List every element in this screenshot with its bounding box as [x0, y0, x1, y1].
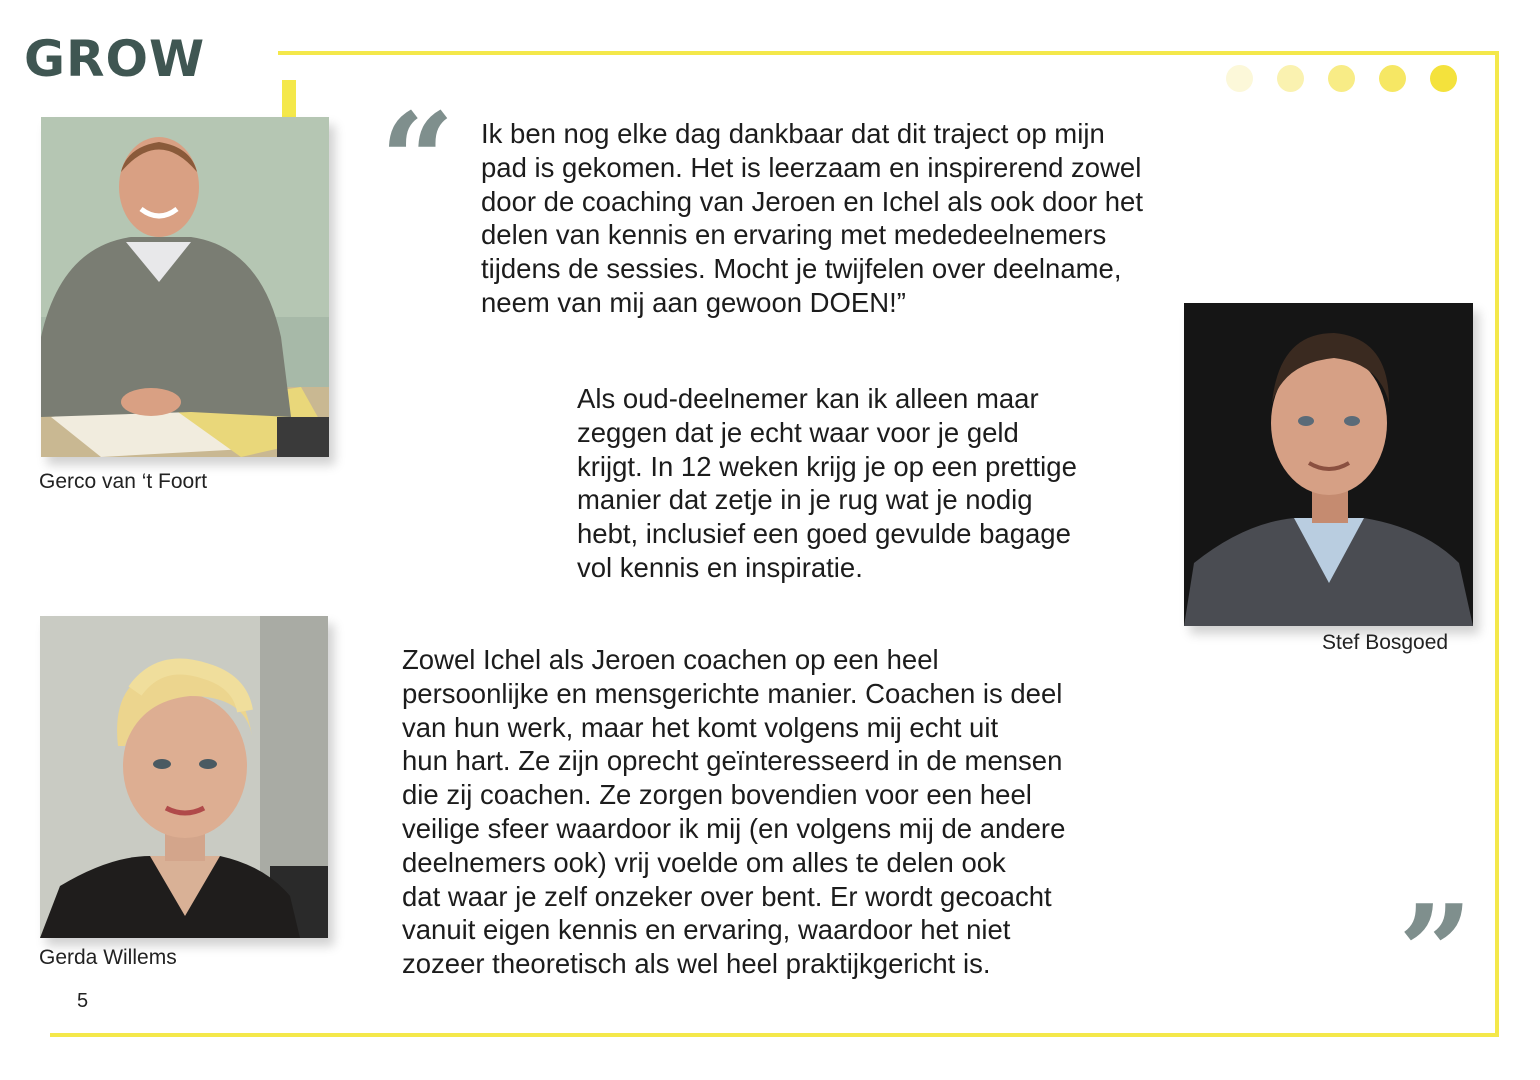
quote-line: dat waar je zelf onzeker over bent. Er wordt gecoacht [402, 880, 1052, 912]
dot-2 [1277, 65, 1304, 92]
quote-line: pad is gekomen. Het is leerzaam en inspirerend zowel [481, 151, 1142, 183]
quote-line: Ik ben nog elke dag dankbaar dat dit traject op mijn [481, 118, 1105, 149]
frame-bottom-line [50, 1033, 1499, 1037]
quote-line: die zij coachen. Ze zorgen bovendien voor een heel [402, 779, 1032, 811]
quote-line: door de coaching van Jeroen en Ichel als ook door het [481, 185, 1143, 217]
quote-line: Als oud-deelnemer kan ik alleen maar [577, 383, 1039, 414]
quote-line: vol kennis en inspiratie. [577, 551, 863, 583]
caption-stef: Stef Bosgoed [1322, 631, 1449, 654]
quote-line: deelnemers ook) vrij voelde om alles te delen ook [402, 846, 1006, 878]
caption-gerda: Gerda Willems [39, 946, 177, 969]
quote-line: persoonlijke en mensgerichte manier. Coachen is deel [402, 677, 1063, 709]
quote-line: zeggen dat je echt waar voor je geld [577, 416, 1019, 448]
dot-5 [1430, 65, 1457, 92]
quote-line: Zowel Ichel als Jeroen coachen op een heel [402, 644, 939, 675]
quote-line: tijdens de sessies. Mocht je twijfelen over deelname, [481, 253, 1122, 285]
quote-line: veilige sfeer waardoor ik mij (en volgens mij de andere [402, 812, 1066, 844]
quote-line: hebt, inclusief een goed gevulde bagage [577, 518, 1071, 550]
page-number: 5 [77, 990, 89, 1012]
quote-line: neem van mij aan gewoon DOEN!” [481, 286, 906, 318]
close-quote-icon: ” [1398, 876, 1473, 1029]
decor-dots [1226, 65, 1457, 92]
testimonial-stef [577, 382, 1077, 585]
photo-gerco [41, 117, 329, 457]
frame-right-line [1495, 51, 1499, 1037]
testimonial-gerda [402, 643, 1065, 981]
photo-gerda [40, 616, 328, 938]
caption-gerco: Gerco van ‘t Foort [39, 470, 208, 493]
quote-line: vanuit eigen kennis en ervaring, waardoor het niet [402, 914, 1011, 946]
quote-line: van hun werk, maar het komt volgens mij echt uit [402, 711, 999, 743]
quote-line: delen van kennis en ervaring met mededeelnemers [481, 219, 1107, 251]
quote-line: krijgt. In 12 weken krijg je op een prettige [577, 450, 1077, 482]
testimonial-gerco [481, 117, 1143, 320]
photo-stef [1184, 303, 1473, 626]
dot-1 [1226, 65, 1253, 92]
dot-4 [1379, 65, 1406, 92]
quote-line: manier dat zetje in je rug wat je nodig [577, 484, 1033, 516]
quote-line: zozeer theoretisch als wel heel praktijkgericht is. [402, 948, 991, 980]
frame-top-line [278, 51, 1499, 55]
brand-logo: GROW [24, 30, 206, 88]
open-quote-icon: “ [380, 84, 455, 237]
quote-line: hun hart. Ze zijn oprecht geïnteresseerd in de mensen [402, 745, 1063, 777]
dot-3 [1328, 65, 1355, 92]
